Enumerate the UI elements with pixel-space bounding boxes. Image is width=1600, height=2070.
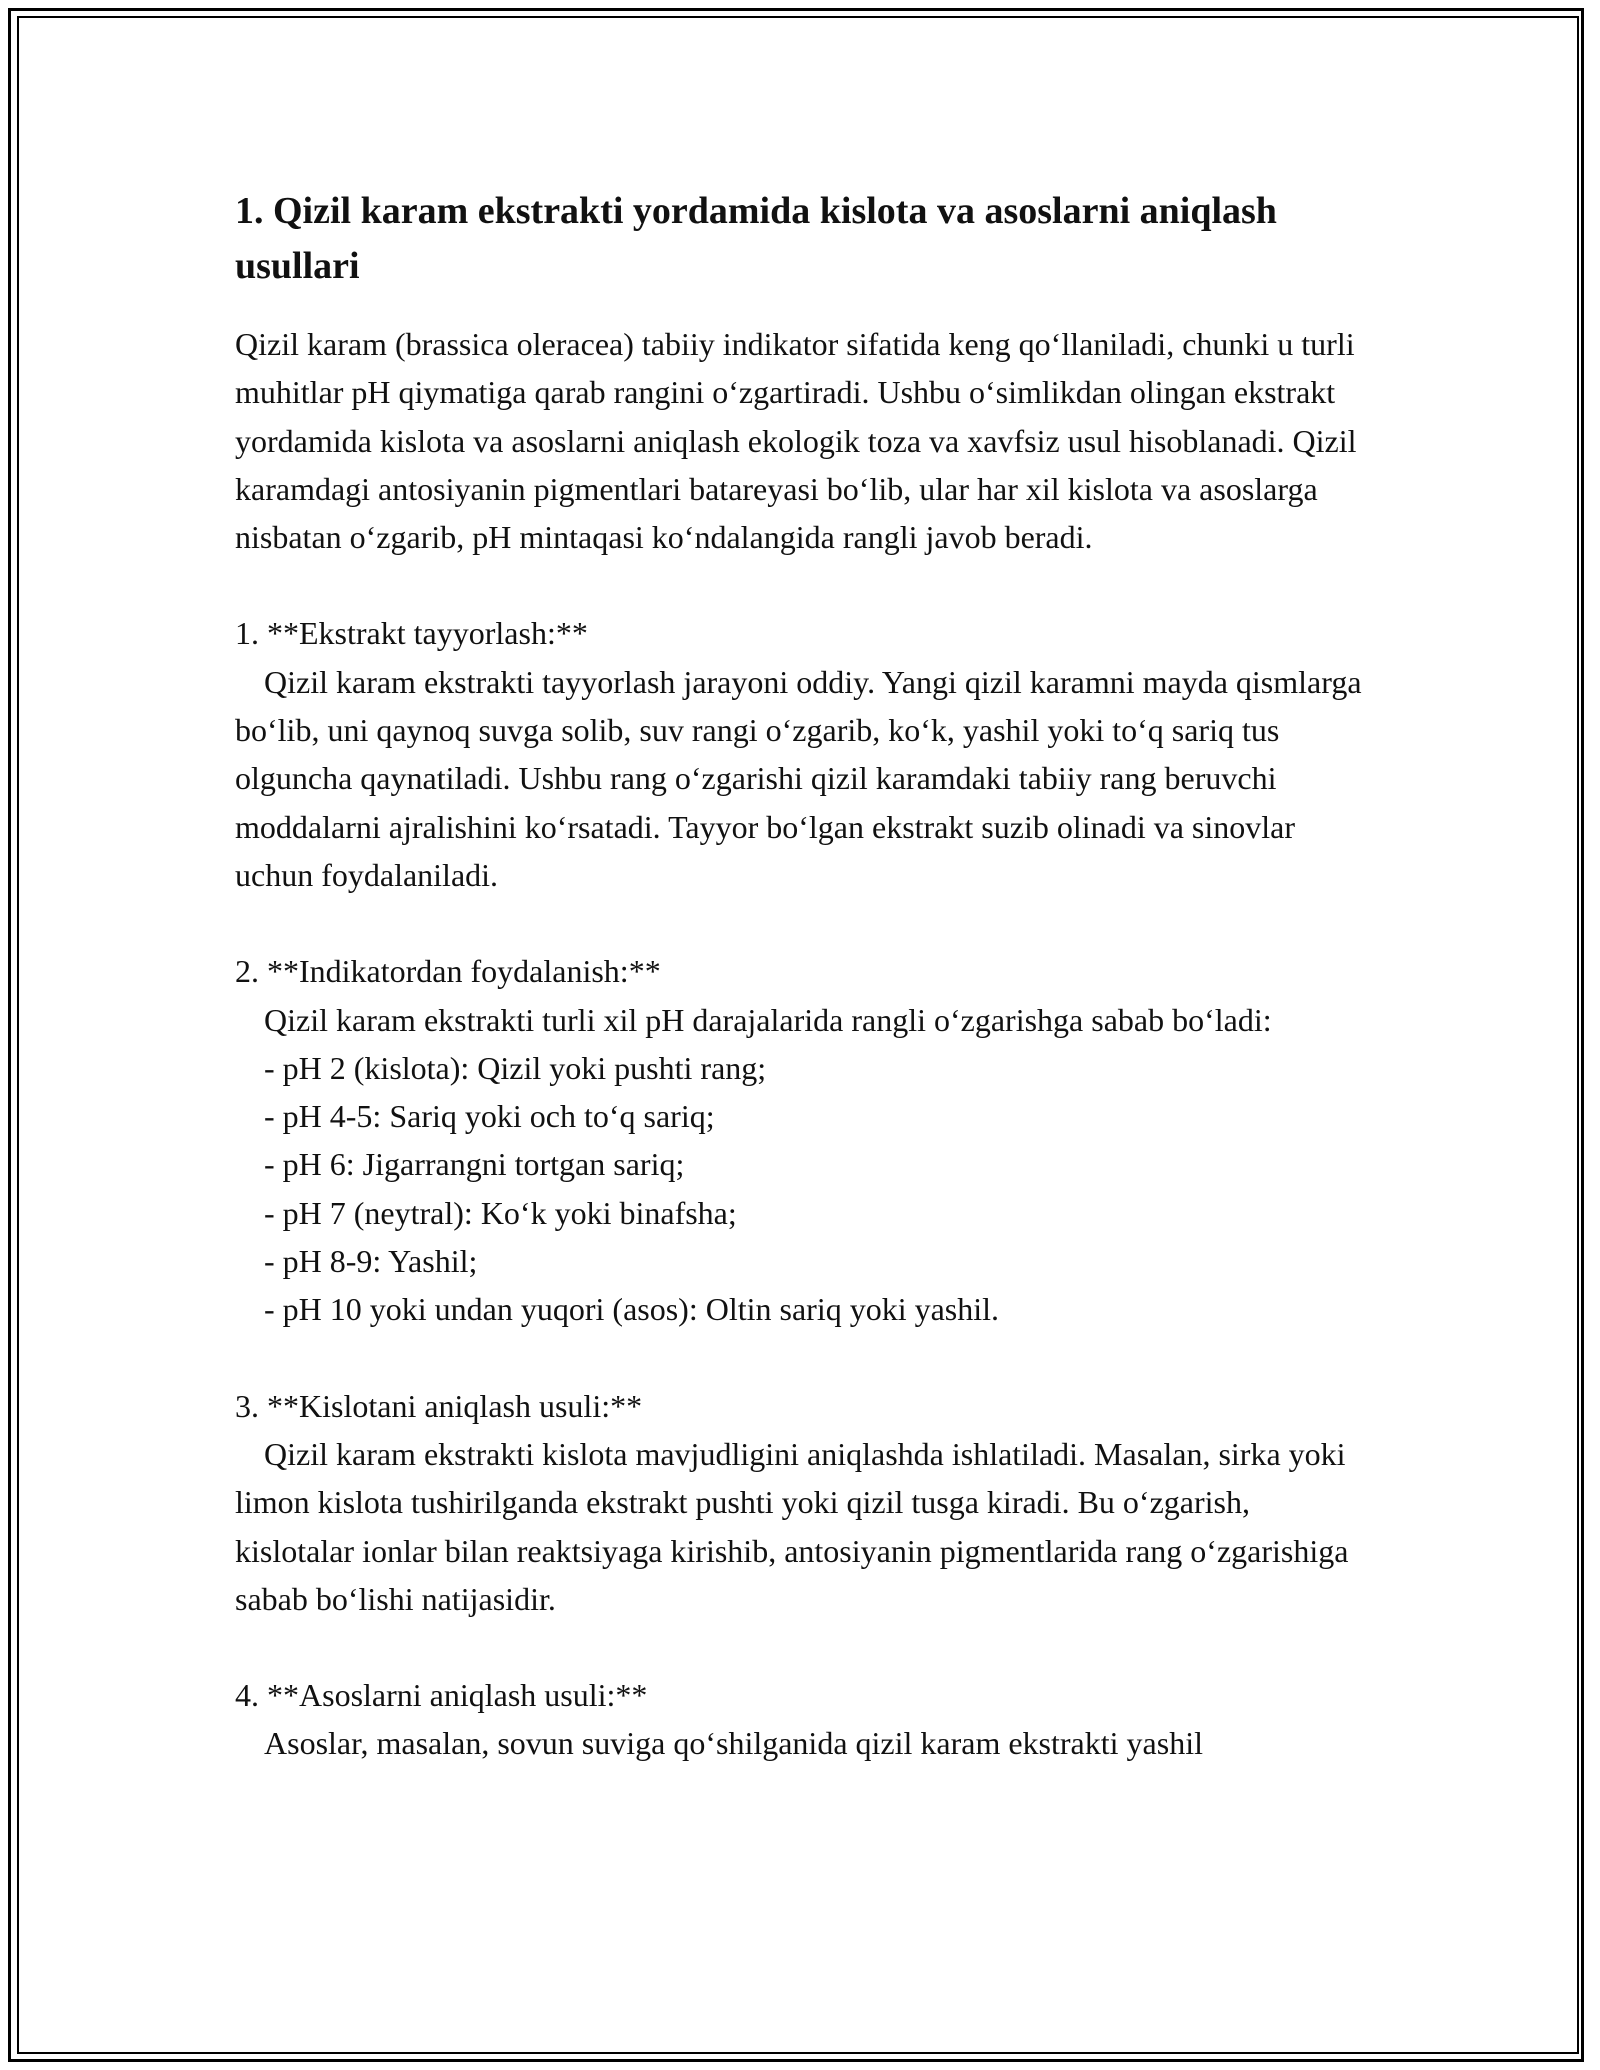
section-indicator-usage [235, 947, 1365, 1333]
section-body: Asoslar, masalan, sovun suviga qo‘shilganida qizil karam ekstrakti yashil [264, 1725, 1203, 1762]
list-item: - pH 2 (kislota): Qizil yoki pushti rang; [264, 1049, 767, 1086]
document-content [235, 184, 1365, 1768]
section-body: Qizil karam ekstrakti tayyorlash jarayoni oddiy. Yangi qizil karamni mayda qismlarga bo‘lib, uni qaynoq suvga solib, suv rangi o‘zgarib, ko‘k, yashil yoki to‘q sariq tus olguncha qaynatiladi. Ushbu rang o‘zgarishi qizil karamdaki tabiiy rang beruvchi moddalarni ajralishini ko‘rsatadi. Tayyor bo‘lgan ekstrakt suzib olinadi va sinovlar uchun foydalaniladi. [235, 663, 1362, 893]
intro-paragraph: Qizil karam (brassica oleracea) tabiiy indikator sifatida keng qo‘llaniladi, chunki u turli muhitlar pH qiymatiga qarab rangini o‘zgartiradi. Ushbu o‘simlikdan olingan ekstrakt yordamida kislota va asoslarni aniqlash ekologik toza va xavfsiz usul hisoblanadi. Qizil karamdagi antosiyanin pigmentlari batareyasi bo‘lib, ular har xil kislota va asoslarga nisbatan o‘zgarib, pH mintaqasi ko‘ndalangida rangli javob beradi. [235, 326, 1357, 556]
section-base-detection [235, 1671, 1365, 1768]
list-item: - pH 6: Jigarrangni tortgan sariq; [264, 1146, 685, 1183]
section-acid-detection [235, 1382, 1365, 1623]
list-item: - pH 8-9: Yashil; [264, 1243, 478, 1280]
list-item: - pH 4-5: Sariq yoki och to‘q sariq; [264, 1098, 715, 1135]
section-heading: 2. **Indikatordan foydalanish:** [235, 953, 661, 990]
section-body: Qizil karam ekstrakti turli xil pH darajalarida rangli o‘zgarishga sabab bo‘ladi: [264, 1001, 1272, 1038]
list-item: - pH 7 (neytral): Ko‘k yoki binafsha; [264, 1194, 737, 1231]
section-body: Qizil karam ekstrakti kislota mavjudligini aniqlashda ishlatiladi. Masalan, sirka yoki limon kislota tushirilganda ekstrakt pushti yoki qizil tusga kiradi. Bu o‘zgarish, kislotalar ionlar bilan reaktsiyaga kirishib, antosiyanin pigmentlarida rang o‘zgarishiga sabab bo‘lishi natijasidir. [235, 1435, 1349, 1617]
section-heading: 1. **Ekstrakt tayyorlash:** [235, 615, 588, 652]
list-item: - pH 10 yoki undan yuqori (asos): Oltin sariq yoki yashil. [264, 1291, 1000, 1328]
ph-color-list [235, 1044, 1365, 1334]
document-title: 1. Qizil karam ekstrakti yordamida kislota va asoslarni aniqlash usullari [235, 190, 1277, 287]
section-extract-preparation [235, 609, 1365, 899]
section-heading: 4. **Asoslarni aniqlash usuli:** [235, 1677, 648, 1714]
section-heading: 3. **Kislotani aniqlash usuli:** [235, 1387, 643, 1424]
